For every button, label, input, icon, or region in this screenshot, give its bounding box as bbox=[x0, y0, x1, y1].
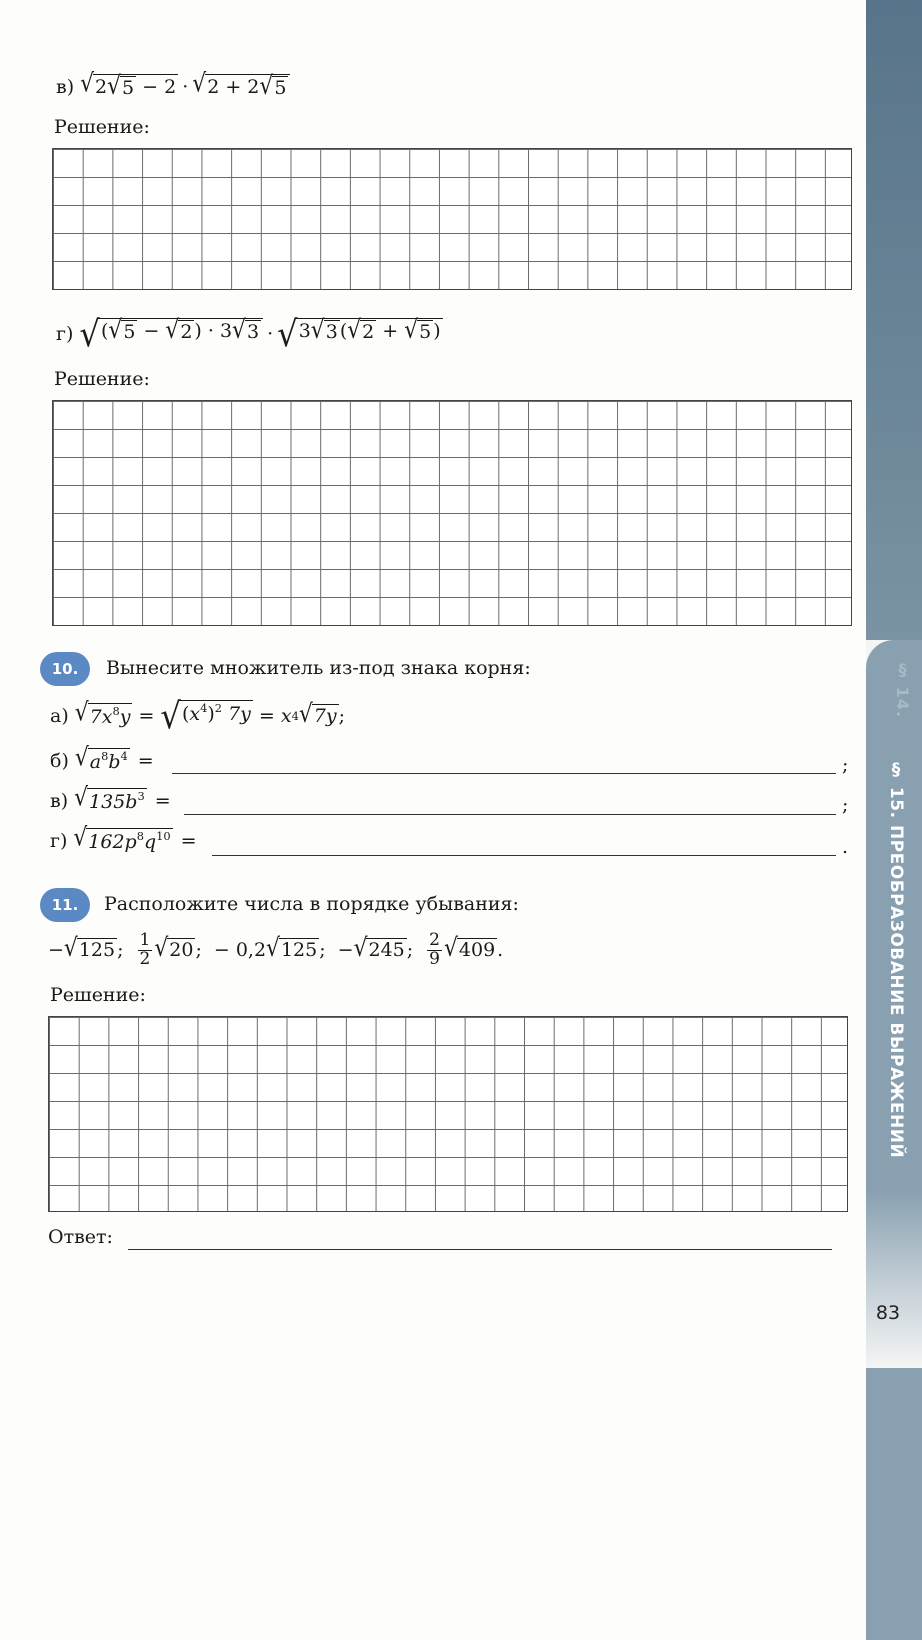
side-tab-upper-band bbox=[866, 0, 922, 640]
problem-v-label: в) bbox=[56, 75, 75, 98]
task-10-b-expression: б) √ $a^8b^4$ = bbox=[50, 743, 154, 773]
task-10-b-label: б) bbox=[50, 749, 69, 772]
solution-label-v: Решение: bbox=[54, 116, 150, 138]
task-10-b-semicolon: ; bbox=[842, 754, 849, 776]
problem-v-expression: в) √ 2 √ 5 − 2 · √ 2 + 2 √ 5 bbox=[56, 74, 290, 100]
task-10-g-label: г) bbox=[50, 829, 68, 852]
solution-label-11: Решение: bbox=[50, 984, 146, 1006]
task-10-a-label: а) bbox=[50, 705, 69, 728]
side-tab-fade bbox=[866, 1190, 922, 1368]
task-10-v-label: в) bbox=[50, 789, 69, 812]
solution-grid-11[interactable] bbox=[48, 1016, 848, 1212]
task-10-a-example: а) √ $7x^8y$ = √ $(x^4)^2$ 7y = x 4 √ 7y ; bbox=[50, 695, 345, 737]
task-11-badge: 11. bbox=[40, 888, 90, 922]
side-tab-section-title: § 15. ПРЕОБРАЗОВАНИЕ ВЫРАЖЕНИЙ bbox=[886, 760, 906, 1159]
task-10-v-expression: в) √ $135b^3$ = bbox=[50, 783, 171, 813]
side-tab-prev-section: § 14. bbox=[893, 660, 912, 718]
answer-label-11: Ответ: bbox=[48, 1226, 113, 1248]
section-side-tab bbox=[866, 0, 922, 1368]
task-11-title: Расположите числа в порядке убывания: bbox=[104, 893, 519, 915]
task-10-v-semicolon: ; bbox=[842, 794, 849, 816]
solution-grid-g[interactable] bbox=[52, 400, 852, 626]
solution-label-g: Решение: bbox=[54, 368, 150, 390]
page-number: 83 bbox=[875, 1302, 901, 1324]
task-10-g-period: . bbox=[842, 836, 849, 858]
problem-g-expression: г) √ ( √ 5 − √ 2 ) · 3 √ 3 · √ 3 √ 3 ( √ 2 + √ 5 ) bbox=[56, 313, 441, 355]
task-10-b-answer-line[interactable] bbox=[172, 772, 836, 774]
task-10-g-answer-line[interactable] bbox=[212, 854, 836, 856]
task-10-g-expression: г) √ $162p^8q^{10}$ = bbox=[50, 823, 197, 853]
task-11-numbers: − √ 125 ; $\frac{1}{2}$ √ 20 ; − 0,2 √ 125 ; − √ 245 ; $\frac{2}{9}$ √ 409 . bbox=[48, 930, 504, 969]
task-11-answer-line[interactable] bbox=[128, 1248, 832, 1250]
task-10-title: Вынесите множитель из-под знака корня: bbox=[106, 657, 531, 679]
task-10-badge: 10. bbox=[40, 652, 90, 686]
problem-g-label: г) bbox=[56, 323, 74, 346]
task-10-v-answer-line[interactable] bbox=[184, 813, 836, 815]
solution-grid-v[interactable] bbox=[52, 148, 852, 290]
